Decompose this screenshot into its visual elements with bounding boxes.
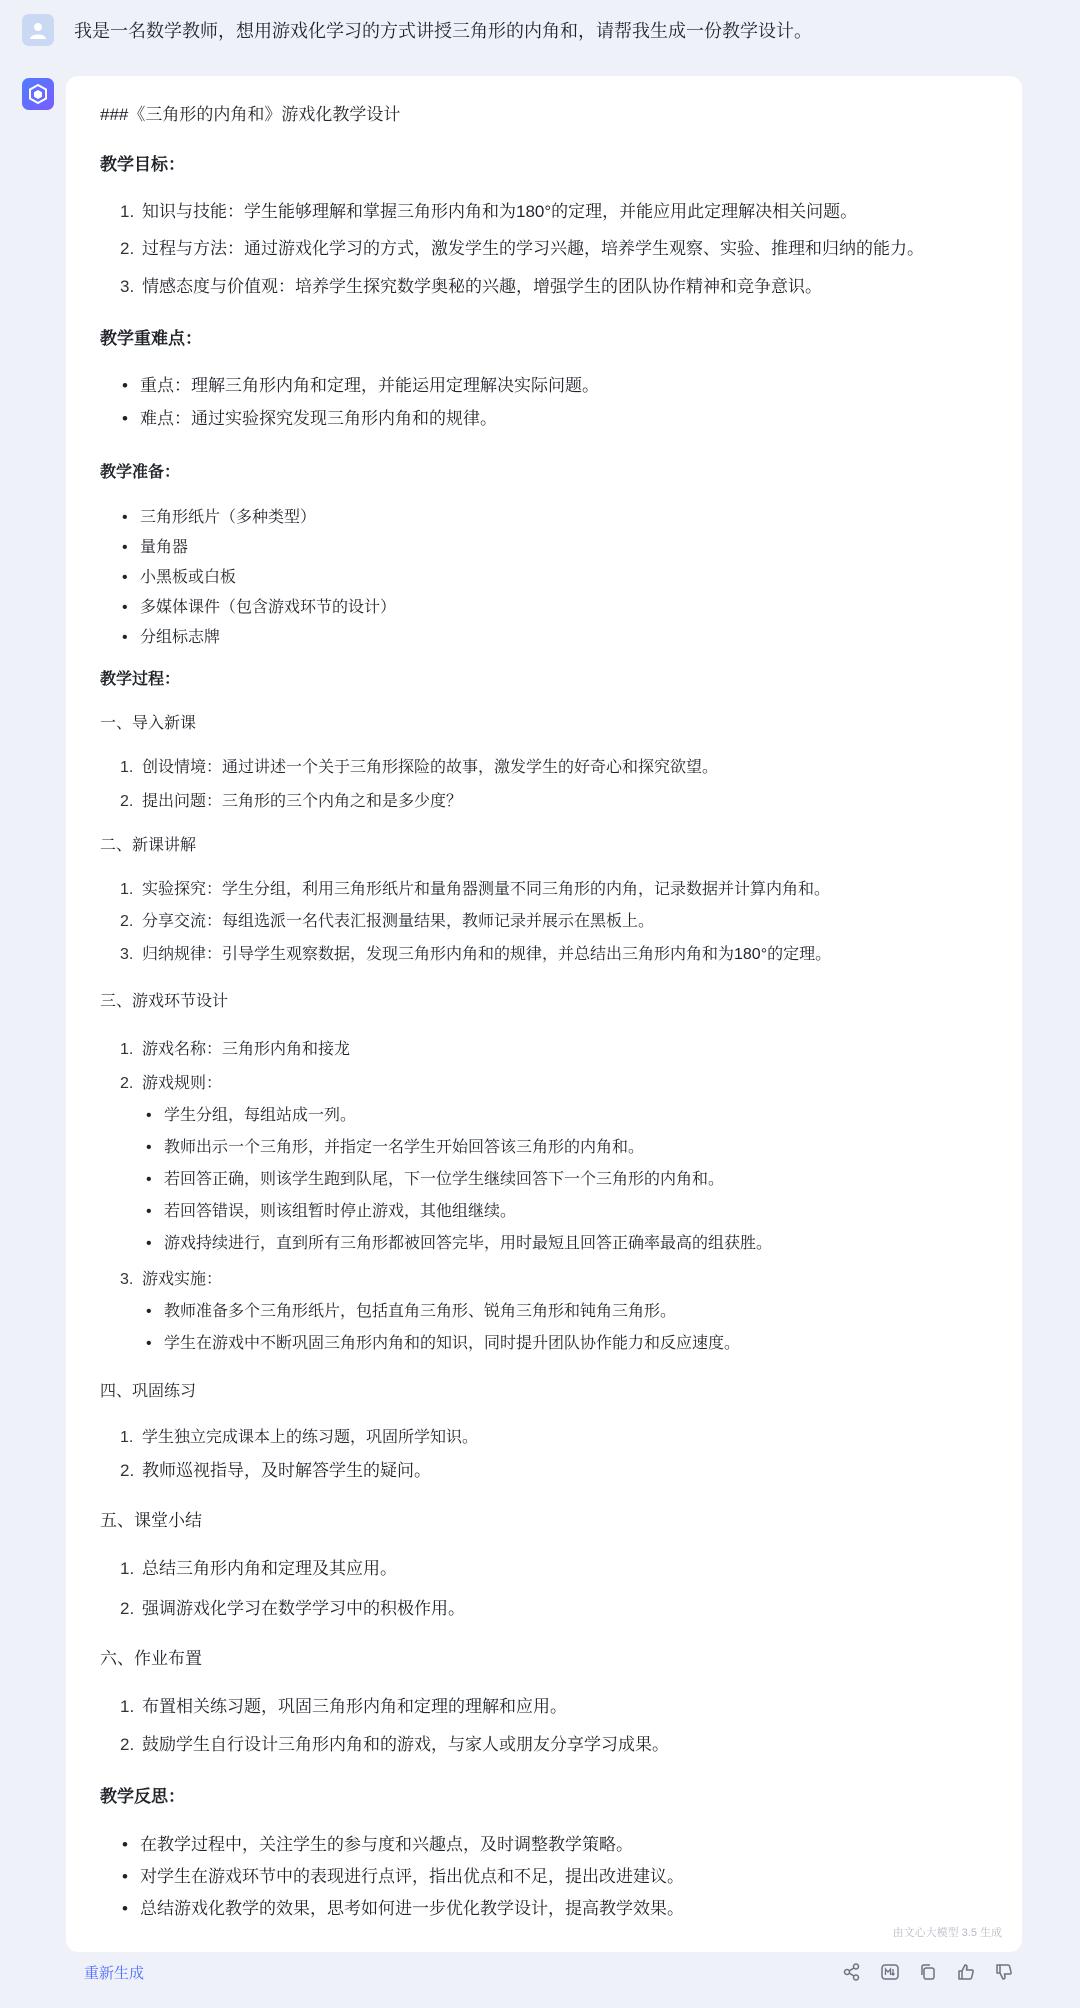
thumbs-up-button[interactable] bbox=[954, 1960, 978, 1984]
list-item-text: 对学生在游戏环节中的表现进行点评，指出优点和不足，提出改进建议。 bbox=[140, 1867, 684, 1886]
list-number: 1. bbox=[120, 759, 134, 776]
user-message-row bbox=[22, 14, 812, 46]
copy-button[interactable] bbox=[916, 1960, 940, 1984]
bullet: • bbox=[122, 409, 128, 428]
list-number: 1. bbox=[120, 1041, 134, 1058]
user-message-text: 我是一名数学教师，想用游戏化学习的方式讲授三角形的内角和，请帮我生成一份教学设计。 bbox=[74, 21, 812, 41]
share-button[interactable] bbox=[840, 1960, 864, 1984]
list-item bbox=[146, 1336, 740, 1352]
list-item bbox=[146, 1204, 516, 1220]
list-item bbox=[120, 760, 718, 776]
user-icon bbox=[28, 20, 48, 40]
list-number: 1. bbox=[120, 1559, 135, 1578]
list-item-text: 难点：通过实验探究发现三角形内角和的规律。 bbox=[140, 409, 497, 428]
list-item bbox=[120, 1272, 222, 1288]
bullet: • bbox=[146, 1139, 152, 1156]
list-item-text: 教师准备多个三角形纸片，包括直角三角形、锐角三角形和钝角三角形。 bbox=[164, 1303, 677, 1320]
list-item-text: 强调游戏化学习在数学学习中的积极作用。 bbox=[142, 1599, 465, 1618]
list-item bbox=[146, 1236, 772, 1252]
list-item-text: 分享交流：每组选派一名代表汇报测量结果，教师记录并展示在黑板上。 bbox=[142, 913, 655, 930]
bullet: • bbox=[122, 509, 128, 526]
assistant-avatar bbox=[22, 78, 54, 110]
list-number: 3. bbox=[120, 946, 134, 963]
bullet: • bbox=[146, 1235, 152, 1252]
list-item bbox=[122, 410, 497, 427]
action-bar bbox=[840, 1960, 1016, 1984]
list-item bbox=[120, 1560, 397, 1577]
section-title: 三、游戏环节设计 bbox=[100, 993, 229, 1010]
list-item bbox=[122, 540, 188, 556]
list-item bbox=[120, 203, 857, 220]
list-item-text: 布置相关练习题，巩固三角形内角和定理的理解和应用。 bbox=[142, 1697, 567, 1716]
bullet: • bbox=[146, 1203, 152, 1220]
list-item bbox=[120, 1462, 431, 1479]
section-title: 四、巩固练习 bbox=[100, 1383, 197, 1400]
goals-heading: 教学目标： bbox=[100, 155, 185, 174]
thumbs-down-icon bbox=[994, 1962, 1014, 1982]
list-item bbox=[120, 278, 822, 295]
list-item-text: 教师巡视指导，及时解答学生的疑问。 bbox=[142, 1461, 431, 1480]
list-number: 3. bbox=[120, 277, 135, 296]
list-item-text: 总结游戏化教学的效果，思考如何进一步优化教学设计，提高教学效果。 bbox=[140, 1899, 684, 1918]
list-item-text: 总结三角形内角和定理及其应用。 bbox=[142, 1559, 397, 1578]
list-item-text: 归纳规律：引导学生观察数据，发现三角形内角和的规律，并总结出三角形内角和为180°的定理。 bbox=[142, 946, 832, 963]
list-item-text: 学生独立完成课本上的练习题，巩固所学知识。 bbox=[142, 1429, 479, 1446]
model-watermark: 由文心大模型 3.5 生成 bbox=[892, 1927, 1002, 1939]
list-item bbox=[122, 630, 220, 646]
bullet: • bbox=[122, 539, 128, 556]
list-item-text: 游戏持续进行，直到所有三角形都被回答完毕，用时最短且回答正确率最高的组获胜。 bbox=[164, 1235, 773, 1252]
list-item-text: 小黑板或白板 bbox=[140, 569, 237, 586]
list-item bbox=[120, 882, 830, 898]
list-item bbox=[122, 510, 316, 526]
user-avatar bbox=[22, 14, 54, 46]
prep-heading: 教学准备： bbox=[100, 464, 181, 481]
list-number: 2. bbox=[120, 239, 135, 258]
list-item bbox=[122, 1868, 684, 1885]
list-number: 2. bbox=[120, 1075, 134, 1092]
thumbs-up-icon bbox=[956, 1962, 976, 1982]
list-item-text: 游戏规则： bbox=[142, 1075, 223, 1092]
list-item-text: 教师出示一个三角形，并指定一名学生开始回答该三角形的内角和。 bbox=[164, 1139, 645, 1156]
bullet: • bbox=[122, 1899, 128, 1918]
list-number: 1. bbox=[120, 202, 135, 221]
list-number: 1. bbox=[120, 881, 134, 898]
bullet: • bbox=[146, 1335, 152, 1352]
list-number: 2. bbox=[120, 913, 134, 930]
keypoints-heading: 教学重难点： bbox=[100, 329, 202, 348]
copy-icon bbox=[918, 1962, 938, 1982]
bullet: • bbox=[122, 376, 128, 395]
list-item bbox=[120, 240, 924, 257]
list-item-text: 鼓励学生自行设计三角形内角和的游戏，与家人或朋友分享学习成果。 bbox=[142, 1735, 669, 1754]
list-item bbox=[120, 1042, 350, 1058]
list-item bbox=[122, 570, 236, 586]
list-item-text: 实验探究：学生分组，利用三角形纸片和量角器测量不同三角形的内角，记录数据并计算内角和。 bbox=[142, 881, 831, 898]
regenerate-button[interactable]: 重新生成 bbox=[84, 1965, 145, 1982]
list-item bbox=[122, 1836, 633, 1853]
share-icon bbox=[842, 1962, 862, 1982]
bullet: • bbox=[146, 1303, 152, 1320]
list-item-text: 创设情境：通过讲述一个关于三角形探险的故事，激发学生的好奇心和探究欲望。 bbox=[142, 759, 719, 776]
list-item bbox=[122, 1900, 684, 1917]
list-number: 2. bbox=[120, 1735, 135, 1754]
bullet: • bbox=[146, 1107, 152, 1124]
assistant-response-card bbox=[66, 76, 1022, 1952]
list-item bbox=[120, 1600, 465, 1617]
bullet: • bbox=[122, 599, 128, 616]
list-item bbox=[120, 1430, 478, 1446]
list-item-text: 多媒体课件（包含游戏环节的设计） bbox=[140, 599, 397, 616]
list-item-text: 游戏名称：三角形内角和接龙 bbox=[142, 1041, 351, 1058]
list-item-text: 若回答错误，则该组暂时停止游戏，其他组继续。 bbox=[164, 1203, 517, 1220]
list-item bbox=[120, 914, 654, 930]
process-heading: 教学过程： bbox=[100, 671, 181, 688]
markdown-icon bbox=[880, 1962, 900, 1982]
response-footer bbox=[66, 1958, 1022, 1994]
bullet: • bbox=[122, 629, 128, 646]
list-item bbox=[122, 377, 599, 394]
bullet: • bbox=[122, 569, 128, 586]
list-item-text: 情感态度与价值观：培养学生探究数学奥秘的兴趣，增强学生的团队协作精神和竞争意识。 bbox=[142, 277, 822, 296]
list-item-text: 知识与技能：学生能够理解和掌握三角形内角和为180°的定理，并能应用此定理解决相关问题。 bbox=[142, 202, 858, 221]
list-number: 1. bbox=[120, 1697, 135, 1716]
list-item bbox=[146, 1172, 724, 1188]
response-title: ###《三角形的内角和》游戏化教学设计 bbox=[100, 105, 401, 124]
list-item-text: 重点：理解三角形内角和定理，并能运用定理解决实际问题。 bbox=[140, 376, 599, 395]
section-title: 六、作业布置 bbox=[100, 1649, 202, 1668]
list-item-text: 游戏实施： bbox=[142, 1271, 223, 1288]
list-item-text: 若回答正确，则该学生跑到队尾，下一位学生继续回答下一个三角形的内角和。 bbox=[164, 1171, 725, 1188]
list-item-text: 提出问题：三角形的三个内角之和是多少度？ bbox=[142, 793, 463, 810]
list-number: 2. bbox=[120, 793, 134, 810]
list-item bbox=[120, 1736, 669, 1753]
list-number: 2. bbox=[120, 1599, 135, 1618]
thumbs-down-button[interactable] bbox=[992, 1960, 1016, 1984]
list-number: 1. bbox=[120, 1429, 134, 1446]
bullet: • bbox=[122, 1867, 128, 1886]
list-item-text: 量角器 bbox=[140, 539, 189, 556]
list-item bbox=[122, 600, 396, 616]
list-item bbox=[146, 1140, 644, 1156]
section-title: 二、新课讲解 bbox=[100, 837, 197, 854]
markdown-button[interactable] bbox=[878, 1960, 902, 1984]
list-item bbox=[120, 1698, 567, 1715]
list-item-text: 在教学过程中，关注学生的参与度和兴趣点，及时调整教学策略。 bbox=[140, 1835, 633, 1854]
list-item bbox=[120, 794, 462, 810]
list-item bbox=[120, 947, 831, 963]
list-item-text: 学生在游戏中不断巩固三角形内角和的知识，同时提升团队协作能力和反应速度。 bbox=[164, 1335, 741, 1352]
bullet: • bbox=[122, 1835, 128, 1854]
section-title: 一、导入新课 bbox=[100, 715, 197, 732]
list-item bbox=[146, 1304, 676, 1320]
list-item-text: 过程与方法：通过游戏化学习的方式，激发学生的学习兴趣，培养学生观察、实验、推理和归纳的能力。 bbox=[142, 239, 924, 258]
list-item bbox=[146, 1108, 356, 1124]
ernie-logo-icon bbox=[27, 83, 49, 105]
bullet: • bbox=[146, 1171, 152, 1188]
list-item-text: 学生分组，每组站成一列。 bbox=[164, 1107, 357, 1124]
list-number: 3. bbox=[120, 1271, 134, 1288]
list-number: 2. bbox=[120, 1461, 135, 1480]
reflect-heading: 教学反思： bbox=[100, 1787, 185, 1806]
list-item bbox=[120, 1076, 222, 1092]
list-item-text: 三角形纸片（多种类型） bbox=[140, 509, 317, 526]
list-item-text: 分组标志牌 bbox=[140, 629, 221, 646]
section-title: 五、课堂小结 bbox=[100, 1511, 202, 1530]
